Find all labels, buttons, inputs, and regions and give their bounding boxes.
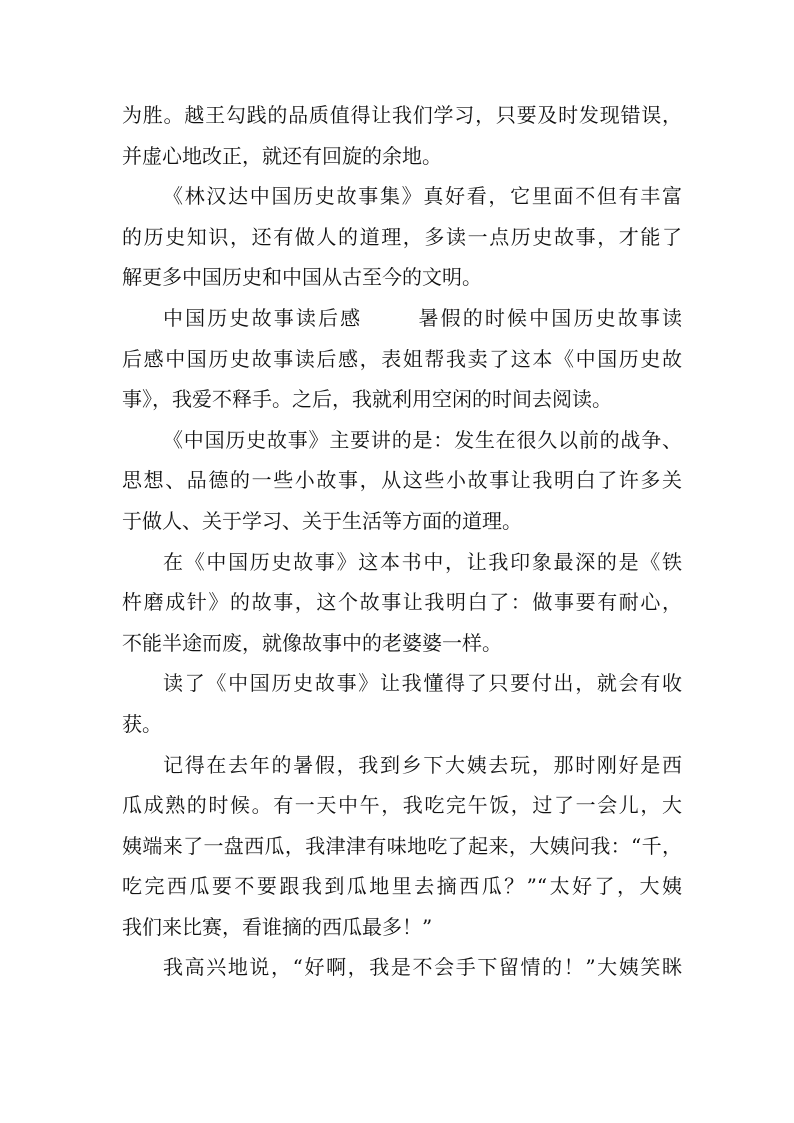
text-line: 我高兴地说，“好啊，我是不会手下留情的！”大姨笑眯 <box>163 955 682 980</box>
text-line-segment: 暑假的时候中国历史故事读 <box>416 305 683 330</box>
text-line: 《林汉达中国历史故事集》真好看，它里面不但有丰富 <box>163 184 682 209</box>
text-line: 的历史知识，还有做人的道理，多读一点历史故事，才能了 <box>122 224 682 249</box>
text-line: 于做人、关于学习、关于生活等方面的道理。 <box>122 508 522 533</box>
article-title: 中国历史故事读后感 <box>163 305 363 330</box>
text-line: 并虚心地改正，就还有回旋的余地。 <box>122 143 442 168</box>
text-line: 《中国历史故事》主要讲的是：发生在很久以前的战争、 <box>163 427 682 452</box>
text-line: 记得在去年的暑假，我到乡下大姨去玩，那时刚好是西 <box>163 752 682 777</box>
text-line: 吃完西瓜要不要跟我到瓜地里去摘西瓜？”“太好了，大姨 <box>122 874 682 899</box>
text-line: 杵磨成针》的故事，这个故事让我明白了：做事要有耐心， <box>122 590 682 615</box>
text-line: 姨端来了一盘西瓜，我津津有味地吃了起来，大姨问我：“千， <box>122 833 682 858</box>
text-line: 事》，我爱不释手。之后，我就利用空闲的时间去阅读。 <box>122 387 612 412</box>
text-line: 读了《中国历史故事》让我懂得了只要付出，就会有收 <box>163 671 682 696</box>
text-line: 在《中国历史故事》这本书中，让我印象最深的是《铁 <box>163 549 682 574</box>
text-line: 不能半途而废，就像故事中的老婆婆一样。 <box>122 630 502 655</box>
text-line <box>122 298 682 339</box>
text-line: 为胜。越王勾践的品质值得让我们学习，只要及时发现错误， <box>122 103 682 127</box>
text-line: 思想、品德的一些小故事，从这些小故事让我明白了许多关 <box>122 468 682 493</box>
text-line: 瓜成熟的时候。有一天中午，我吃完午饭，过了一会儿，大 <box>122 793 682 818</box>
document-body <box>122 95 682 988</box>
text-line: 后感中国历史故事读后感，表姐帮我卖了这本《中国历史故 <box>122 346 682 371</box>
text-line: 解更多中国历史和中国从古至今的文明。 <box>122 265 482 290</box>
text-line: 我们来比赛，看谁摘的西瓜最多！” <box>122 914 433 939</box>
text-line: 获。 <box>122 711 162 736</box>
